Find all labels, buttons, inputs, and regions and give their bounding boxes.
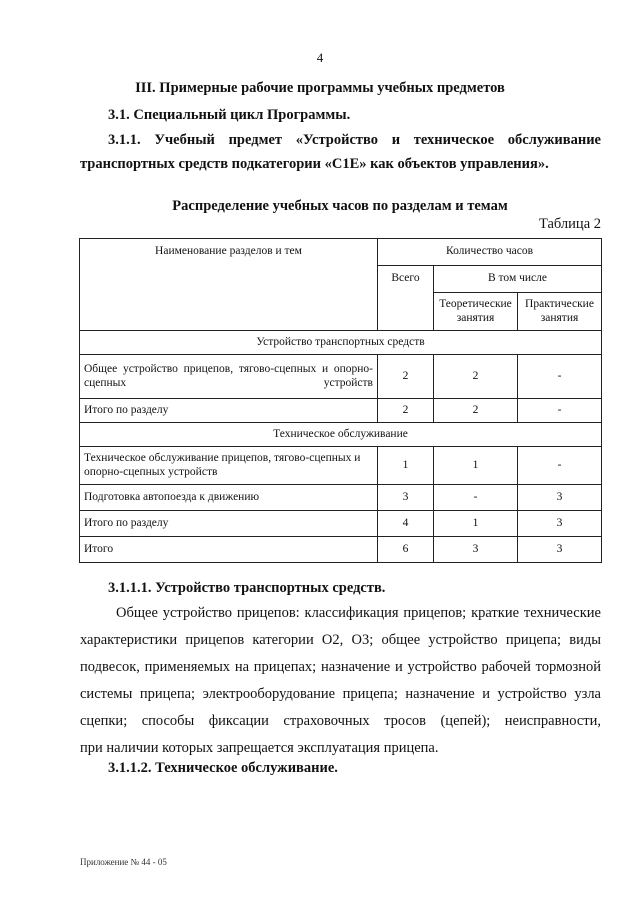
paragraph-line: при наличии которых запрещается эксплуатация прицепа.: [80, 740, 439, 756]
subject-title-line1: 3.1.1. Учебный предмет «Устройство и техническое обслуживание: [108, 132, 601, 148]
row-practice: 3: [518, 485, 602, 511]
row-theory: 1: [434, 447, 518, 485]
page-number: 4: [316, 50, 324, 65]
header-total: Всего: [378, 266, 434, 331]
row-total: 2: [378, 355, 434, 399]
paragraph-line: сцепки; способы фиксации страховочных тросов (цепей); неисправности,: [80, 713, 601, 729]
row-topic: Общее устройство прицепов, тягово-сцепных и опорно-сцепных устройств: [80, 355, 378, 399]
heading-3111: 3.1.1.1. Устройство транспортных средств.: [108, 580, 386, 596]
table-row: [80, 399, 602, 423]
subsection-title: 3.1. Специальный цикл Программы.: [108, 107, 351, 123]
header-theory: Теоретические занятия: [434, 293, 518, 331]
paragraph-3111: [80, 600, 601, 762]
row-practice: 3: [518, 537, 602, 563]
paragraph-line: подвесок, применяемых на прицепах; назначение и устройство рабочей тормозной: [80, 659, 601, 675]
row-total: 3: [378, 485, 434, 511]
row-total: 2: [378, 399, 434, 423]
table-label: Таблица 2: [538, 216, 601, 232]
paragraph-line: характеристики прицепов категории О2, О3; общее устройство прицепа; виды: [80, 632, 601, 648]
section-row: [80, 423, 602, 447]
row-topic: Итого по разделу: [80, 511, 378, 537]
row-total: 1: [378, 447, 434, 485]
section-name: Техническое обслуживание: [80, 423, 602, 447]
table-row: [80, 511, 602, 537]
table-row: [80, 537, 602, 563]
header-topics: Наименование разделов и тем: [80, 239, 378, 331]
row-theory: 2: [434, 399, 518, 423]
section-name: Устройство транспортных средств: [80, 331, 602, 355]
section-title: III. Примерные рабочие программы учебных предметов: [135, 80, 505, 96]
table-row: [80, 485, 602, 511]
row-theory: -: [434, 485, 518, 511]
table-header-row: [80, 239, 602, 266]
hours-table: [79, 238, 602, 563]
header-practice: Практические занятия: [518, 293, 602, 331]
header-hours: Количество часов: [378, 239, 602, 266]
table-row: [80, 355, 602, 399]
heading-3112: 3.1.1.2. Техническое обслуживание.: [108, 760, 338, 776]
row-topic: Итого по разделу: [80, 399, 378, 423]
subject-title-line2: транспортных средств подкатегории «С1Е» как объектов управления».: [80, 156, 549, 172]
section-row: [80, 331, 602, 355]
row-practice: -: [518, 355, 602, 399]
paragraph-line: системы прицепа; электрооборудование прицепа; назначение и устройство узла: [80, 686, 601, 702]
distribution-title: Распределение учебных часов по разделам и темам: [172, 198, 508, 214]
row-practice: 3: [518, 511, 602, 537]
paragraph-line: Общее устройство прицепов: классификация прицепов; краткие технические: [116, 605, 601, 621]
row-topic: Итого: [80, 537, 378, 563]
row-topic: Подготовка автопоезда к движению: [80, 485, 378, 511]
row-total: 6: [378, 537, 434, 563]
footer-note: Приложение № 44 - 05: [80, 857, 167, 867]
row-theory: 1: [434, 511, 518, 537]
row-total: 4: [378, 511, 434, 537]
row-theory: 2: [434, 355, 518, 399]
row-topic: Техническое обслуживание прицепов, тягово-сцепных и опорно-сцепных устройств: [80, 447, 378, 485]
row-practice: -: [518, 399, 602, 423]
row-theory: 3: [434, 537, 518, 563]
header-including: В том числе: [434, 266, 602, 293]
table-row: [80, 447, 602, 485]
row-practice: -: [518, 447, 602, 485]
